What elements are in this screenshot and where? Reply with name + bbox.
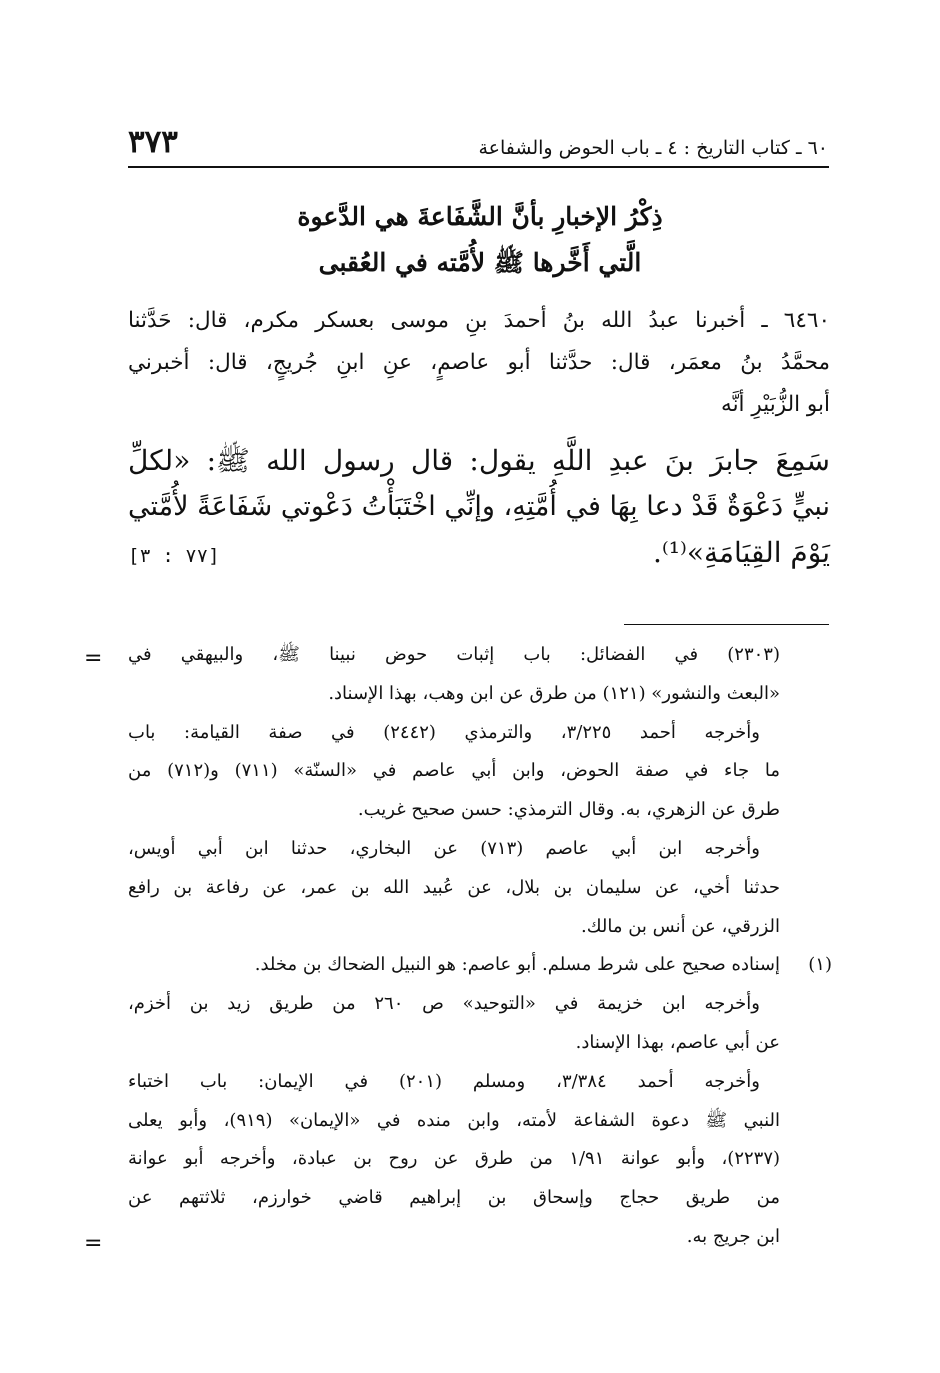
matn-line: يَوْمَ القِيَامَةِ»⁽¹⁾. bbox=[653, 536, 830, 569]
isnad-line: ٦٤٦٠ ـ أخبرنا عبدُ الله بنُ أحمدَ بنِ موسى بعسكر مكرم، قال: حَدَّثنا bbox=[128, 308, 830, 333]
chapter-title-line-1: ذِكْرُ الإخبارِ بأنَّ الشَّفَاعةَ هي الدَّعوة bbox=[297, 202, 663, 231]
footnote-line: طرق عن الزهري، به. وقال الترمذي: حسن صحيح غريب. bbox=[357, 799, 780, 821]
footnote-line: وأخرجه أحمد ٣/٣٨٤، ومسلم (٢٠١) في الإيمان: باب اختباء bbox=[128, 1070, 760, 1092]
matn-line: سَمِعَ جابرَ بنَ عبدِ اللَّهِ يقول: قال رسول الله ﷺ: «لكلِّ bbox=[128, 444, 830, 477]
footnotes bbox=[128, 636, 830, 1257]
footnote-line: من طريق حجاج وإسحاق بن إبراهيم قاضي خوارزم، ثلاثتهم عن bbox=[128, 1187, 780, 1209]
footnote-1-marker: (١) bbox=[808, 954, 832, 976]
footnote-line: حدثنا أخي، عن سليمان بن بلال، عن عُبيد الله بن عمر، عن رفاعة بن رافع bbox=[128, 876, 780, 898]
footnote-line: ابن جريج به. bbox=[686, 1225, 780, 1247]
isnad-line: محمَّدُ بنُ معمَر، قال: حدَّثنا أبو عاصمٍ، عنِ ابنِ جُريجٍ، قال: أخبرني bbox=[128, 350, 830, 375]
page-number: ٣٧٣ bbox=[128, 124, 178, 160]
footnote-line: وأخرجه ابن خزيمة في «التوحيد» ص ٢٦٠ من طريق زيد بن أخزم، bbox=[128, 993, 760, 1015]
chapter-title-line-2: الَّتي أَخَّرها ﷺ لأُمَّته في العُقبى bbox=[318, 248, 642, 277]
footnote-line: (٢٢٣٧)، وأبو عوانة ١/٩١ من طرق عن روح بن عبادة، وأخرجه أبو عوانة bbox=[128, 1148, 781, 1170]
continues-next-page-mark: = bbox=[84, 1231, 103, 1256]
footnote-1 bbox=[128, 946, 830, 1256]
footnote-line: النبي ﷺ دعوة الشفاعة لأمته، وابن منده في «الإيمان» (٩١٩)، وأبو يعلى bbox=[128, 1109, 780, 1131]
isnad-line: أبو الزُّبَيْرِ أنَّه bbox=[721, 392, 830, 417]
header-rule bbox=[128, 166, 829, 168]
matn-line: نبيٍّ دَعْوَةٌ قَدْ دعا بِهَا في أُمَّتِهِ، وإنِّي اخْتَبَأْتُ دَعْوتي شَفَاعَةً لأُمَّتي bbox=[128, 491, 830, 522]
footnote-line: «البعث والنشور» (١٢١) من طرق عن ابن وهب، بهذا الإسناد. bbox=[328, 682, 780, 704]
chapter-title bbox=[130, 194, 830, 286]
footnote-continuation bbox=[128, 636, 830, 946]
footnote-line: إسناده صحيح على شرط مسلم. أبو عاصم: هو النبيل الضحاك بن مخلد. bbox=[254, 954, 780, 976]
matn-last-row bbox=[128, 530, 830, 579]
page-header bbox=[128, 118, 828, 158]
continuation-mark: = bbox=[84, 646, 103, 671]
running-head: ٦٠ ـ كتاب التاريخ : ٤ ـ باب الحوض والشفاعة bbox=[478, 137, 828, 159]
footnote-line: ما جاء في صفة الحوض، وابن أبي عاصم في «السنّة» (٧١١) و(٧١٢) من bbox=[128, 760, 780, 782]
footnote-separator bbox=[624, 624, 829, 625]
hadith-reference: [٧٧ : ٣] bbox=[128, 545, 220, 567]
footnote-line: وأخرجه أحمد ٣/٢٢٥، والترمذي (٢٤٤٢) في صفة القيامة: باب bbox=[128, 721, 760, 743]
footnote-line: وأخرجه ابن أبي عاصم (٧١٣) عن البخاري، حدثنا ابن أبي أويس، bbox=[128, 837, 760, 859]
hadith-matn bbox=[128, 438, 830, 579]
hadith-isnad bbox=[128, 300, 830, 426]
footnote-line: الزرقي، عن أنس بن مالك. bbox=[580, 915, 780, 937]
footnote-line: (٢٣٠٣) في الفضائل: باب إثبات حوض نبينا ﷺ، والبيهقي في bbox=[128, 644, 780, 665]
footnote-line: عن أبي عاصم، بهذا الإسناد. bbox=[575, 1031, 780, 1053]
